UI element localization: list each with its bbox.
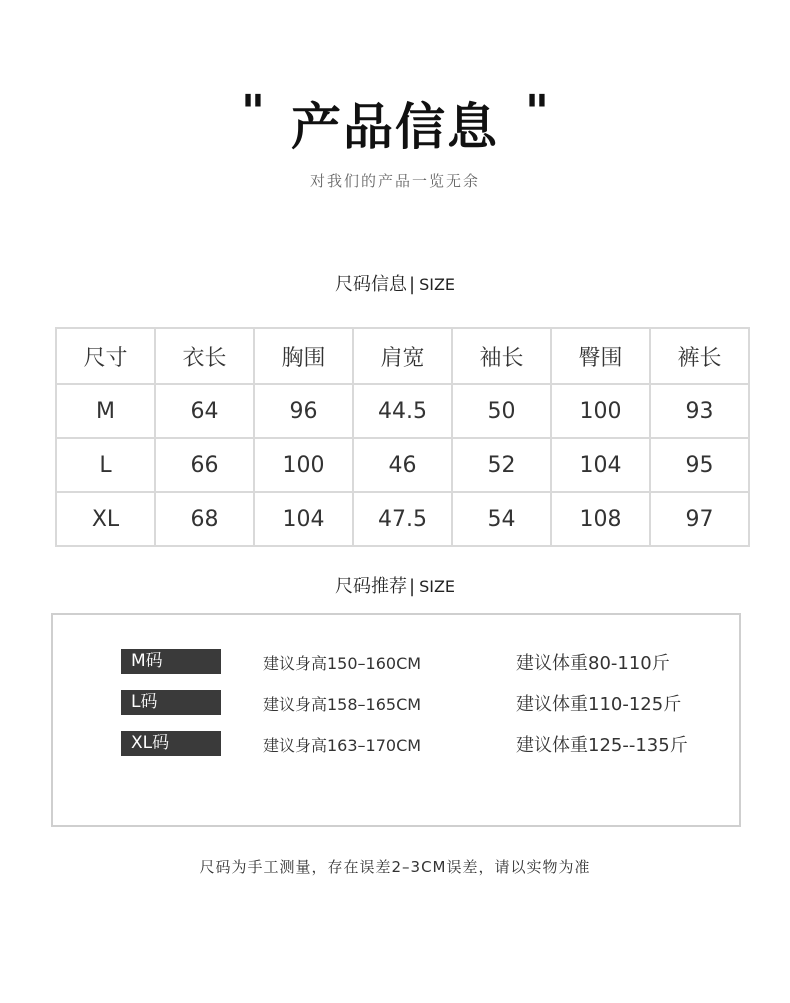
page-subtitle: 对我们的产品一览无余 [309,172,480,190]
table-cell: 100 [551,384,650,438]
measurement-footnote: 尺码为手工测量，存在误差2–3CM误差，请以实物为准 [199,858,591,876]
size-badge: XL码 [121,731,221,756]
table-cell: 68 [155,492,254,546]
column-header: 胸围 [254,328,353,384]
table-cell: 47.5 [353,492,452,546]
column-header: 臀围 [551,328,650,384]
recommended-weight: 建议体重110-125斤 [516,694,682,715]
column-header: 袖长 [452,328,551,384]
recommended-height: 建议身高163–170CM [263,736,422,755]
table-cell: 104 [551,438,650,492]
column-header: 裤长 [650,328,749,384]
size-table [55,327,750,547]
table-cell: XL [56,492,155,546]
table-cell: 93 [650,384,749,438]
table-cell: 64 [155,384,254,438]
table-cell: 96 [254,384,353,438]
size-recommend-title-en: SIZE [419,577,456,596]
header [0,85,790,162]
column-header: 肩宽 [353,328,452,384]
recommend-row [53,729,743,759]
table-header-row [56,328,749,384]
size-info-title [0,270,790,296]
table-cell: 104 [254,492,353,546]
recommended-weight: 建议体重125--135斤 [516,735,688,756]
table-cell: 50 [452,384,551,438]
column-header: 衣长 [155,328,254,384]
size-recommend-separator: | [408,576,416,597]
open-quote-mark: " [241,85,265,139]
table-cell: 66 [155,438,254,492]
table-cell: 44.5 [353,384,452,438]
recommended-height: 建议身高150–160CM [263,654,422,673]
table-cell: M [56,384,155,438]
table-cell: 52 [452,438,551,492]
size-recommend-title-cn: 尺码推荐 [334,576,407,597]
table-cell: 100 [254,438,353,492]
size-recommend-title [0,572,790,598]
table-cell: 46 [353,438,452,492]
recommended-height: 建议身高158–165CM [263,695,422,714]
size-recommend-box [51,613,741,827]
table-cell: 95 [650,438,749,492]
column-header: 尺寸 [56,328,155,384]
table-row [56,438,749,492]
recommended-weight: 建议体重80-110斤 [516,653,670,674]
table-cell: L [56,438,155,492]
size-badge: L码 [121,690,221,715]
table-cell: 108 [551,492,650,546]
recommend-row [53,647,743,677]
recommend-row [53,688,743,718]
table-row [56,384,749,438]
size-info-separator: | [408,274,416,295]
size-badge: M码 [121,649,221,674]
size-info-title-en: SIZE [419,275,456,294]
table-cell: 54 [452,492,551,546]
close-quote-mark: " [525,85,549,139]
table-cell: 97 [650,492,749,546]
page-title: 产品信息 [291,98,499,156]
size-info-title-cn: 尺码信息 [334,274,407,295]
table-row [56,492,749,546]
